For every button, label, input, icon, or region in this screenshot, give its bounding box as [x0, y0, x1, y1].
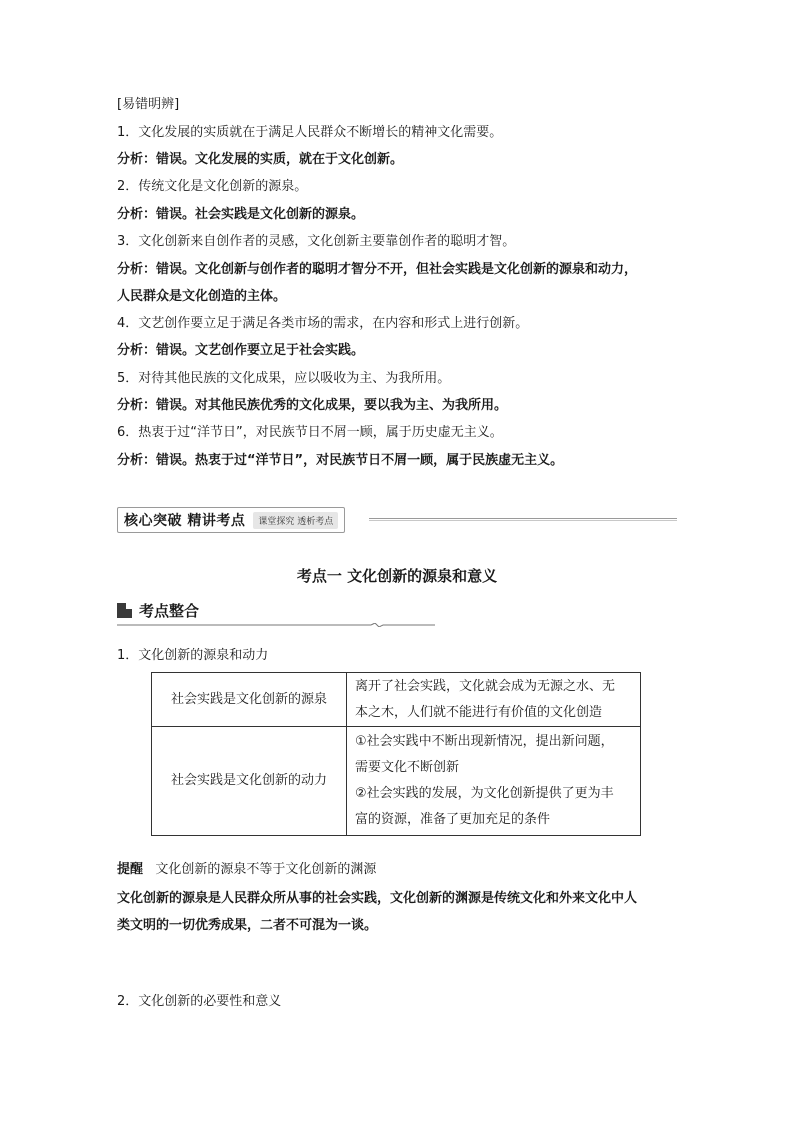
analysis-2: 分析：错误。社会实践是文化创新的源泉。 [117, 207, 365, 222]
kaodian-zhenghe-label: 考点整合 [139, 602, 200, 620]
item-1-heading: 1．文化创新的源泉和动力 [117, 648, 269, 663]
table-row [152, 727, 641, 836]
section-subtitle: 课堂探究 透析考点 [253, 512, 338, 529]
statement-1: 1．文化发展的实质就在于满足人民群众不断增长的精神文化需要。 [117, 125, 503, 140]
table-cell-line: 离开了社会实践，文化就会成为无源之水、无 [355, 678, 616, 694]
table-cell-line: ②社会实践的发展，为文化创新提供了更为丰 [355, 786, 614, 801]
analysis-5: 分析：错误。对其他民族优秀的文化成果，要以我为主、为我所用。 [117, 398, 508, 413]
section-banner [117, 507, 677, 533]
kaodian-zhenghe-heading [117, 600, 199, 621]
table-cell-line: 需要文化不断创新 [355, 760, 460, 775]
table-cell-label: 社会实践是文化创新的动力 [152, 727, 347, 836]
tixing-label: 提醒 [117, 862, 144, 877]
section-label-box [117, 507, 345, 533]
analysis-1: 分析：错误。文化发展的实质，就在于文化创新。 [117, 152, 404, 167]
yicuo-heading: [易错明辨] [117, 97, 180, 112]
heading-underline [117, 623, 435, 627]
table-row [152, 673, 641, 727]
tixing-line [117, 861, 376, 879]
statement-4: 4．文艺创作要立足于满足各类市场的需求，在内容和形式上进行创新。 [117, 316, 529, 331]
section-divider-secondary [369, 520, 677, 521]
statement-2: 2．传统文化是文化创新的源泉。 [117, 179, 308, 194]
table-cell-content [347, 727, 641, 836]
kaodian-title: 考点一 文化创新的源泉和意义 [296, 567, 498, 585]
tixing-text: 文化创新的源泉不等于文化创新的渊源 [155, 862, 377, 877]
table-cell-content [347, 673, 641, 727]
analysis-3-line2: 人民群众是文化创造的主体。 [117, 289, 287, 304]
item-2-heading: 2．文化创新的必要性和意义 [117, 994, 282, 1009]
tixing-body-line1: 文化创新的源泉是人民群众所从事的社会实践，文化创新的渊源是传统文化和外来文化中人 [117, 891, 638, 906]
table-cell-line: 富的资源，准备了更加充足的条件 [355, 812, 551, 827]
analysis-3-line1: 分析：错误。文化创新与创作者的聪明才智分不开，但社会实践是文化创新的源泉和动力， [117, 262, 638, 277]
square-bullet-icon [117, 603, 132, 618]
statement-3: 3．文化创新来自创作者的灵感，文化创新主要靠创作者的聪明才智。 [117, 234, 516, 249]
statement-5: 5．对待其他民族的文化成果，应以吸收为主、为我所用。 [117, 371, 451, 386]
statement-6: 6．热衷于过“洋节日”，对民族节日不屑一顾，属于历史虚无主义。 [117, 425, 503, 440]
table-cell-label: 社会实践是文化创新的源泉 [152, 673, 347, 727]
section-divider [369, 518, 677, 519]
section-main-title: 核心突破 精讲考点 [124, 513, 246, 529]
table-cell-line: ①社会实践中不断出现新情况，提出新问题， [355, 734, 614, 749]
table-cell-line: 本之木，人们就不能进行有价值的文化创造 [355, 704, 603, 720]
tixing-body-line2: 类文明的一切优秀成果，二者不可混为一谈。 [117, 918, 378, 933]
analysis-4: 分析：错误。文艺创作要立足于社会实践。 [117, 343, 365, 358]
source-power-table [151, 672, 641, 836]
analysis-6: 分析：错误。热衷于过“洋节日”，对民族节日不屑一顾，属于民族虚无主义。 [117, 453, 564, 468]
